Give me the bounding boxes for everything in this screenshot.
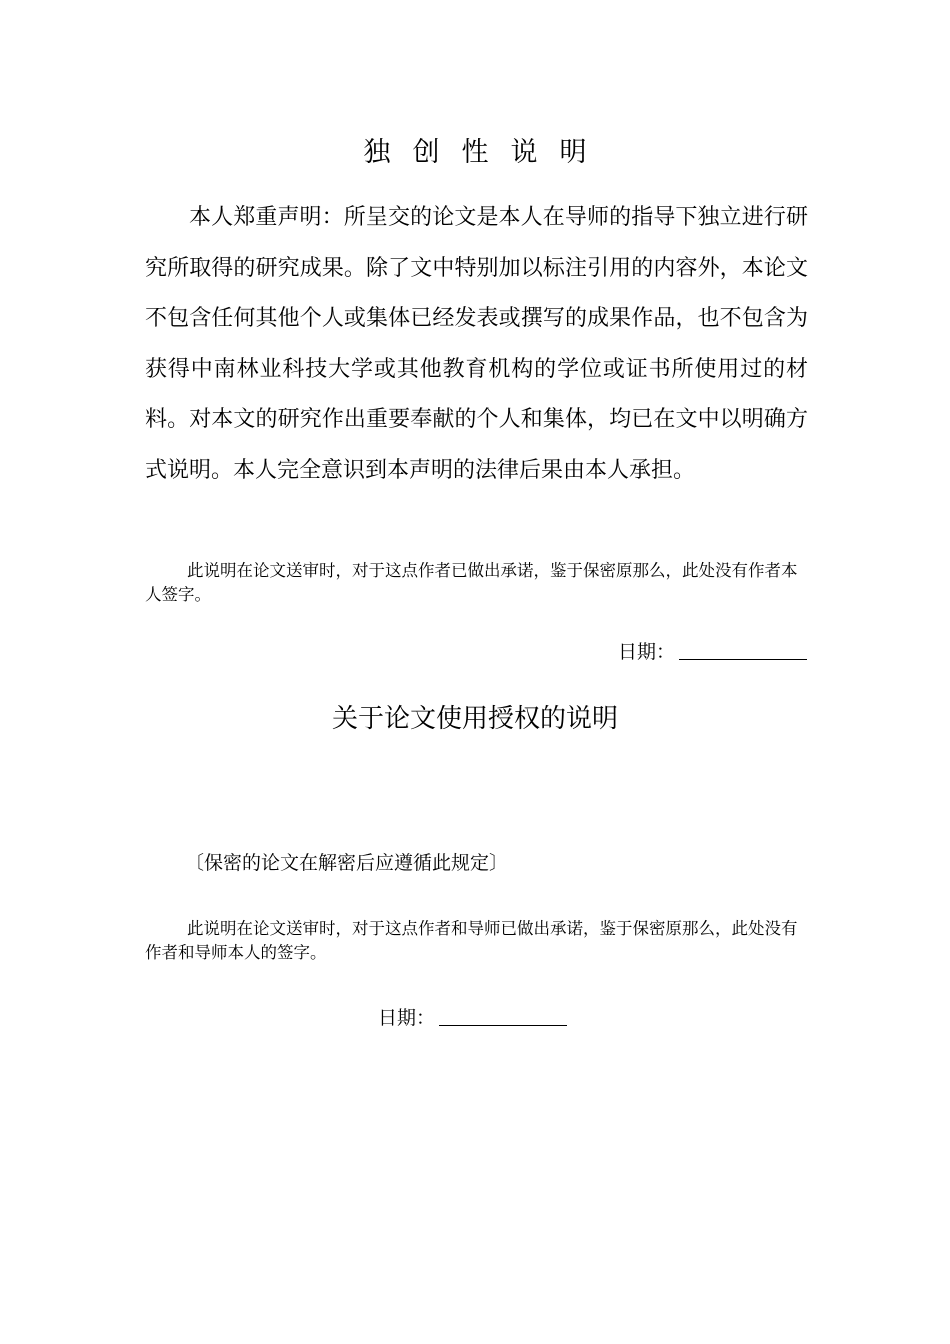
originality-title: 独创性说明 [363,137,609,168]
originality-date-label: 日期： [617,641,675,663]
confidential-note: 〔保密的论文在解密后应遵循此规定〕 [185,852,509,874]
originality-date-row [618,637,807,664]
authorization-date-blank [439,1025,567,1026]
originality-date-blank [679,659,807,660]
authorization-date-row [378,1003,567,1030]
authorization-note: 此说明在论文送审时，对于这点作者和导师已做出承诺，鉴于保密原那么，此处没有作者和导师本人的签字。 [145,919,798,962]
originality-statement: 本人郑重声明：所呈交的论文是本人在导师的指导下独立进行研究所取得的研究成果。除了文中特别加以标注引用的内容外，本论文不包含任何其他个人或集体已经发表或撰写的成果作品，也不包含为获得中南林业科技大学或其他教育机构的学位或证书所使用过的材料。对本文的研究作出重要奉献的个人和集体，均已在文中以明确方式说明。本人完全意识到本声明的法律后果由本人承担。 [145,205,808,483]
originality-note: 此说明在论文送审时，对于这点作者已做出承诺，鉴于保密原那么，此处没有作者本人签字。 [145,561,798,604]
authorization-title: 关于论文使用授权的说明 [331,704,618,734]
authorization-date-label: 日期： [378,1007,436,1029]
